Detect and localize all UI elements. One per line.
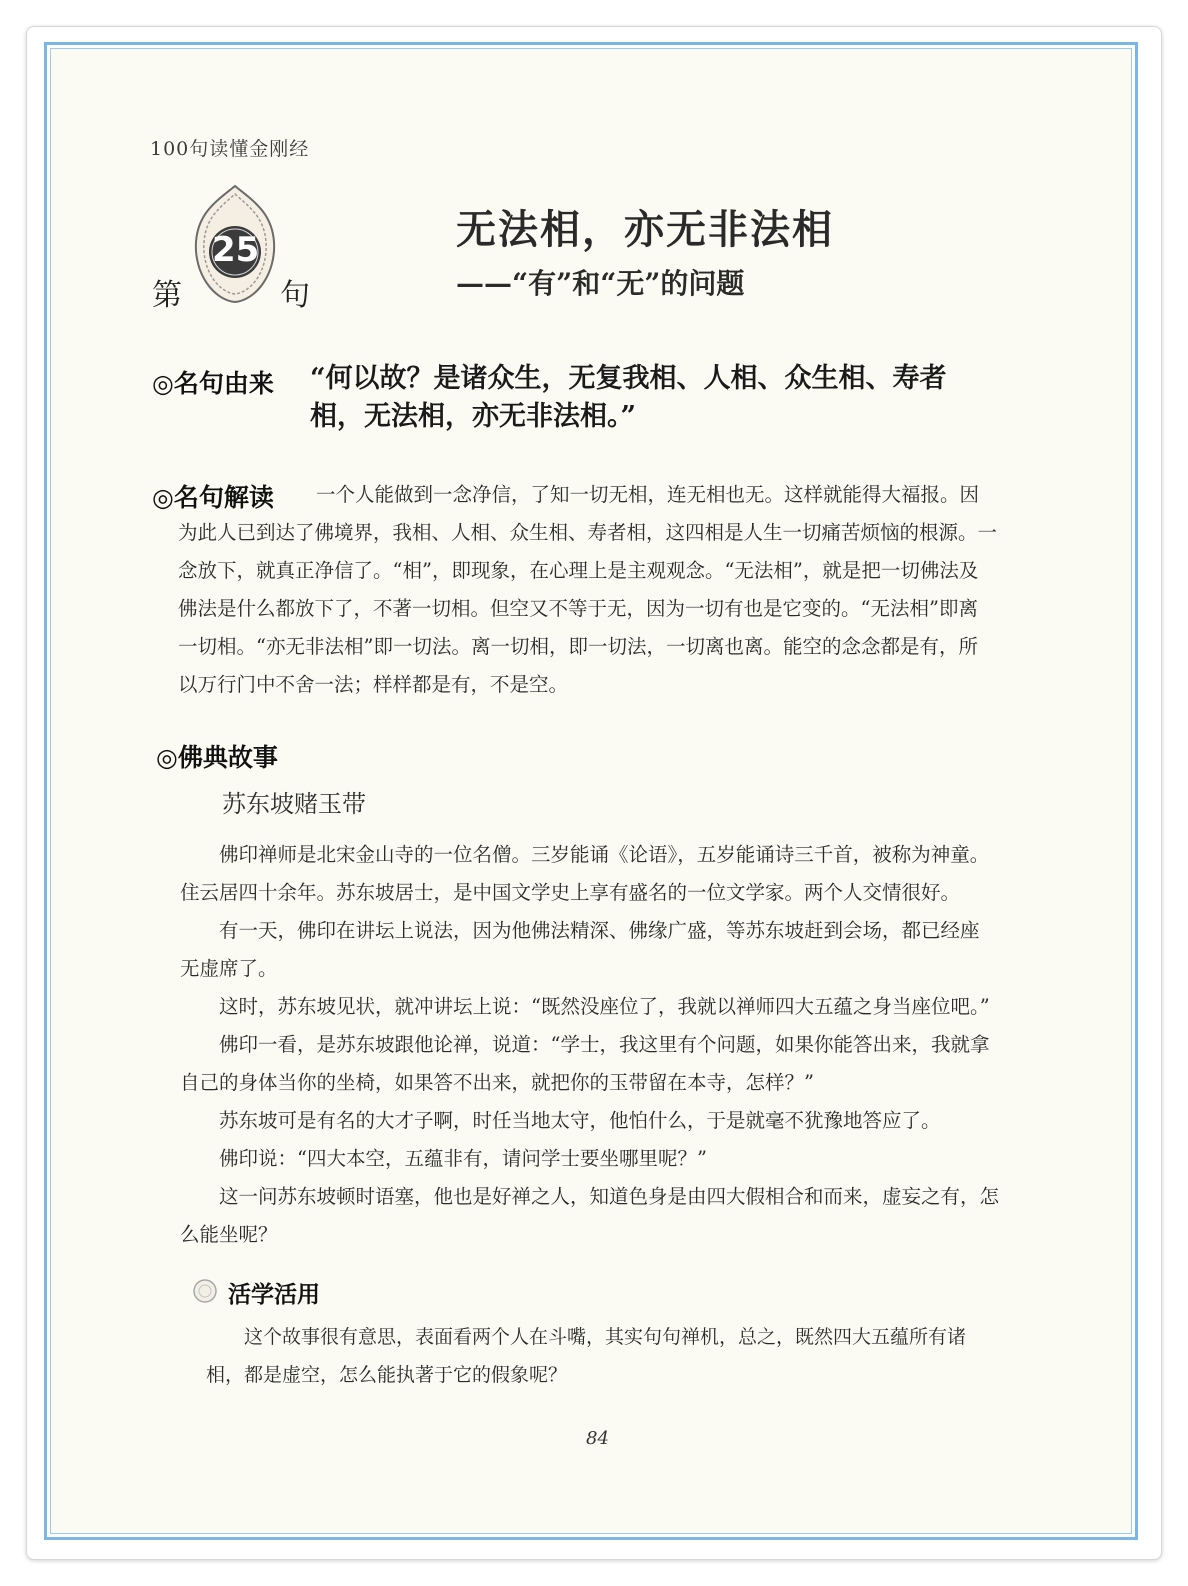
chapter-title: 无法相，亦无非法相 [456, 207, 834, 253]
text-line: 自己的身体当你的坐椅，如果答不出来，就把你的玉带留在本寺，怎样？” [180, 1071, 814, 1094]
text-line: 相，都是虚空，怎么能执著于它的假象呢？ [206, 1364, 568, 1386]
text-line: 这时，苏东坡见状，就冲讲坛上说：“既然没座位了，我就以禅师四大五蕴之身当座位吧。” [219, 995, 990, 1018]
section-story-heading: ◎佛典故事 [156, 743, 278, 772]
section-application-heading: 活学活用 [228, 1282, 320, 1308]
text-line: 这个故事很有意思，表面看两个人在斗嘴，其实句句禅机，总之，既然四大五蕴所有诸 [244, 1326, 967, 1348]
text-line: 佛法是什么都放下了，不著一切相。但空又不等于无，因为一切有也是它变的。“无法相”即离 [178, 597, 978, 620]
text-line: 为此人已到达了佛境界，我相、人相、众生相、寿者相，这四相是人生一切痛苦烦恼的根源。一 [178, 521, 998, 544]
application-paragraph [206, 1318, 1016, 1394]
text-line: 佛印禅师是北宋金山寺的一位名僧。三岁能诵《论语》，五岁能诵诗三千首，被称为神童。 [219, 843, 990, 866]
interpretation-first-line: 一个人能做到一念净信，了知一切无相，连无相也无。这样就能得大福报。因 [316, 483, 980, 506]
quote-line: 相，无法相，亦无非法相。” [310, 401, 637, 432]
chapter-subtitle: ——“有”和“无”的问题 [456, 267, 745, 300]
chapter-suffix: 句 [280, 278, 310, 313]
text-line: 以万行门中不舍一法；样样都是有，不是空。 [178, 673, 569, 696]
section-interpretation-heading: ◎名句解读 [152, 483, 274, 512]
chapter-badge [150, 180, 320, 313]
quote-line: “何以故？是诸众生，无复我相、人相、众生相、寿者 [310, 363, 947, 394]
text-line: 苏东坡可是有名的大才子啊，时任当地太守，他怕什么，于是就毫不犹豫地答应了。 [219, 1109, 941, 1132]
lotus-bullet-icon [192, 1278, 218, 1304]
text-line: 么能坐呢？ [180, 1223, 278, 1246]
text-line: 这一问苏东坡顿时语塞，他也是好禅之人，知道色身是由四大假相合和而来，虚妄之有，怎 [219, 1185, 1000, 1208]
text-line: 无虚席了。 [180, 957, 278, 980]
text-line: 佛印说：“四大本空，五蕴非有，请问学士要坐哪里呢？” [219, 1147, 707, 1170]
text-line: 住云居四十余年。苏东坡居士，是中国文学史上享有盛名的一位文学家。两个人交情很好。 [180, 881, 961, 904]
text-line: 有一天，佛印在讲坛上说法，因为他佛法精深、佛缘广盛，等苏东坡赶到会场，都已经座 [219, 919, 980, 942]
section-famous-quote-heading: ◎名句由来 [152, 369, 274, 398]
text-line: 佛印一看，是苏东坡跟他论禅，说道：“学士，我这里有个问题，如果你能答出来，我就拿 [219, 1033, 990, 1056]
chapter-prefix: 第 [152, 278, 182, 313]
story-paragraph [180, 836, 1020, 1254]
story-title: 苏东坡赌玉带 [222, 790, 366, 818]
running-head: 100句读懂金刚经 [150, 138, 310, 160]
text-line: 念放下，就真正净信了。“相”，即现象，在心理上是主观观念。“无法相”，就是把一切佛法及 [178, 559, 979, 582]
text-line: 一切相。“亦无非法相”即一切法。离一切相，即一切法，一切离也离。能空的念念都是有，所 [178, 635, 978, 658]
page-number: 84 [586, 1428, 609, 1449]
famous-quote [310, 360, 1010, 436]
chapter-number: 25 [212, 230, 260, 270]
interpretation-paragraph [178, 514, 1018, 704]
